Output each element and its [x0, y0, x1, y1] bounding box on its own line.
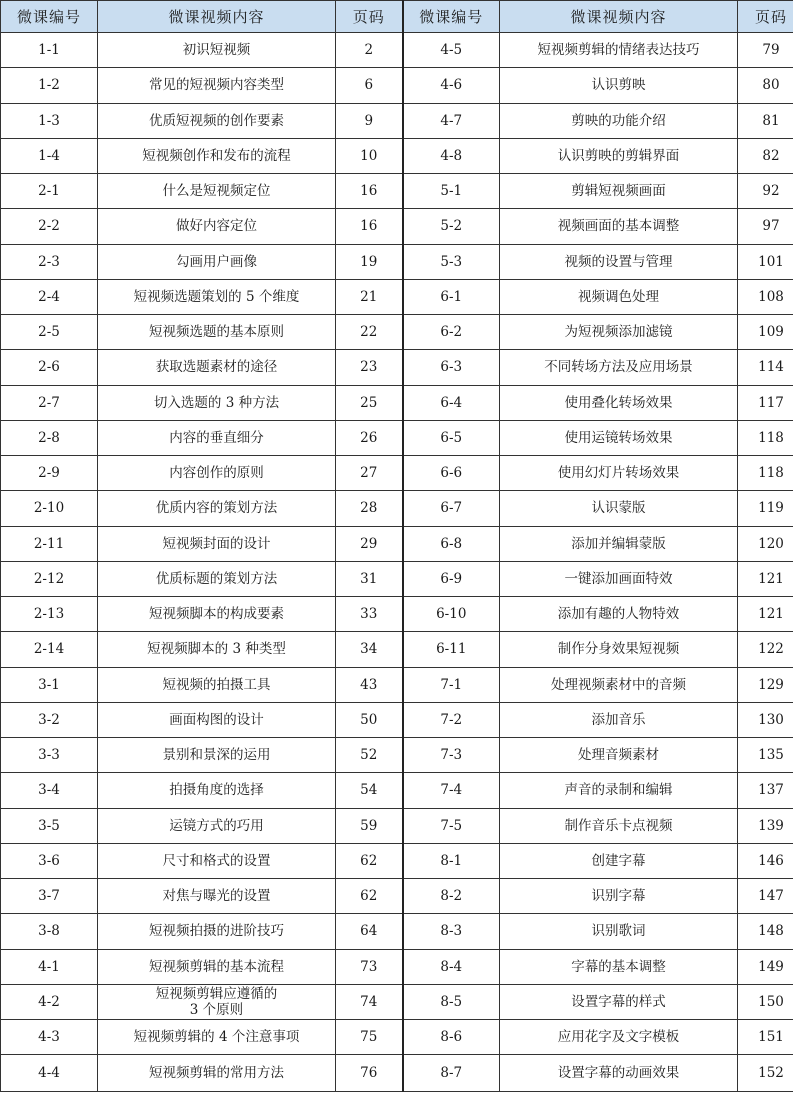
lesson-number-right: 5-3: [403, 244, 500, 279]
lesson-title-right: 剪辑短视频画面: [500, 174, 738, 209]
header-lesson-content-right: 微课视频内容: [500, 1, 738, 33]
lesson-title-left: 尺寸和格式的设置: [98, 843, 336, 878]
lesson-number-right: 6-2: [403, 315, 500, 350]
lesson-number-right: 6-3: [403, 350, 500, 385]
lesson-title-left: 获取选题素材的途径: [98, 350, 336, 385]
lesson-title-right: 认识剪映: [500, 68, 738, 103]
page-number-right: 80: [738, 68, 793, 103]
lesson-title-left: 短视频封面的设计: [98, 526, 336, 561]
lesson-number-right: 4-6: [403, 68, 500, 103]
page-number-right: 149: [738, 949, 793, 984]
lesson-number-left: 2-3: [1, 244, 98, 279]
page-number-left: 6: [336, 68, 403, 103]
page-number-right: 129: [738, 667, 793, 702]
page-number-left: 59: [336, 808, 403, 843]
table-row: [1, 456, 793, 491]
lesson-title-left: 短视频选题的基本原则: [98, 315, 336, 350]
lesson-title-right: 处理视频素材中的音频: [500, 667, 738, 702]
lesson-number-right: 6-10: [403, 597, 500, 632]
page-number-right: 121: [738, 597, 793, 632]
lesson-number-left: 2-9: [1, 456, 98, 491]
lesson-title-right: 一键添加画面特效: [500, 561, 738, 596]
lesson-number-left: 2-11: [1, 526, 98, 561]
page-number-left: 26: [336, 420, 403, 455]
page-number-left: 2: [336, 33, 403, 68]
lesson-title-left: 拍摄角度的选择: [98, 773, 336, 808]
page-number-left: 73: [336, 949, 403, 984]
header-lesson-content-left: 微课视频内容: [98, 1, 336, 33]
lesson-number-left: 3-1: [1, 667, 98, 702]
lesson-number-right: 6-5: [403, 420, 500, 455]
page-number-right: 130: [738, 702, 793, 737]
page-number-right: 152: [738, 1055, 793, 1092]
page-number-right: 117: [738, 385, 793, 420]
table-row: [1, 279, 793, 314]
table-row: [1, 597, 793, 632]
page-number-left: 75: [336, 1020, 403, 1055]
lesson-number-right: 6-6: [403, 456, 500, 491]
lesson-number-left: 2-10: [1, 491, 98, 526]
lesson-title-right: 制作音乐卡点视频: [500, 808, 738, 843]
table-row: [1, 914, 793, 949]
lesson-number-left: 2-13: [1, 597, 98, 632]
lesson-number-right: 7-5: [403, 808, 500, 843]
page-number-left: 28: [336, 491, 403, 526]
lesson-number-left: 3-4: [1, 773, 98, 808]
lesson-title-left: 短视频选题策划的 5 个维度: [98, 279, 336, 314]
header-page-left: 页码: [336, 1, 403, 33]
lesson-title-right: 认识蒙版: [500, 491, 738, 526]
lesson-title-left: 内容创作的原则: [98, 456, 336, 491]
page-number-right: 108: [738, 279, 793, 314]
lesson-number-left: 1-1: [1, 33, 98, 68]
lesson-number-left: 2-6: [1, 350, 98, 385]
lesson-number-left: 2-14: [1, 632, 98, 667]
lesson-number-right: 8-7: [403, 1055, 500, 1092]
lesson-number-right: 8-2: [403, 879, 500, 914]
table-row: [1, 808, 793, 843]
lesson-title-right: 识别字幕: [500, 879, 738, 914]
lesson-number-left: 2-7: [1, 385, 98, 420]
lesson-title-left: 画面构图的设计: [98, 702, 336, 737]
table-row: [1, 561, 793, 596]
lesson-number-right: 4-8: [403, 138, 500, 173]
table-row: [1, 667, 793, 702]
lesson-title-right: 设置字幕的样式: [500, 984, 738, 1019]
lesson-title-left: 优质短视频的创作要素: [98, 103, 336, 138]
lesson-title-right: 视频调色处理: [500, 279, 738, 314]
page-number-left: 10: [336, 138, 403, 173]
toc-header: [1, 1, 793, 33]
lesson-number-right: 7-1: [403, 667, 500, 702]
lesson-number-right: 8-4: [403, 949, 500, 984]
header-lesson-number-left: 微课编号: [1, 1, 98, 33]
lesson-number-left: 2-4: [1, 279, 98, 314]
lesson-number-right: 6-11: [403, 632, 500, 667]
page-number-left: 27: [336, 456, 403, 491]
lesson-title-left: 短视频创作和发布的流程: [98, 138, 336, 173]
lesson-title-right: 应用花字及文字模板: [500, 1020, 738, 1055]
lesson-title-right: 添加有趣的人物特效: [500, 597, 738, 632]
page-number-right: 118: [738, 456, 793, 491]
lesson-number-left: 1-3: [1, 103, 98, 138]
page-number-right: 135: [738, 738, 793, 773]
lesson-title-left: 优质内容的策划方法: [98, 491, 336, 526]
lesson-number-right: 6-8: [403, 526, 500, 561]
lesson-title-right: 字幕的基本调整: [500, 949, 738, 984]
page-number-right: 151: [738, 1020, 793, 1055]
lesson-number-right: 8-5: [403, 984, 500, 1019]
page-number-right: 109: [738, 315, 793, 350]
lesson-number-left: 3-5: [1, 808, 98, 843]
lesson-title-left: 优质标题的策划方法: [98, 561, 336, 596]
lesson-title-right: 添加音乐: [500, 702, 738, 737]
page-number-left: 52: [336, 738, 403, 773]
table-row: [1, 174, 793, 209]
lesson-title-left: 景别和景深的运用: [98, 738, 336, 773]
table-row: [1, 138, 793, 173]
lesson-title-left: 运镜方式的巧用: [98, 808, 336, 843]
page-number-right: 147: [738, 879, 793, 914]
lesson-number-left: 2-12: [1, 561, 98, 596]
page-number-left: 54: [336, 773, 403, 808]
lesson-title-right: 声音的录制和编辑: [500, 773, 738, 808]
lesson-number-right: 7-3: [403, 738, 500, 773]
header-row: [1, 1, 793, 33]
page-number-left: 76: [336, 1055, 403, 1092]
page-number-right: 118: [738, 420, 793, 455]
lesson-title-left: 初识短视频: [98, 33, 336, 68]
lesson-title-left: 短视频的拍摄工具: [98, 667, 336, 702]
lesson-number-right: 6-1: [403, 279, 500, 314]
page-number-left: 31: [336, 561, 403, 596]
lesson-title-left: 短视频剪辑的 4 个注意事项: [98, 1020, 336, 1055]
table-row: [1, 350, 793, 385]
lesson-number-left: 2-5: [1, 315, 98, 350]
page-number-left: 64: [336, 914, 403, 949]
page-number-left: 16: [336, 174, 403, 209]
lesson-number-left: 3-8: [1, 914, 98, 949]
page-number-right: 139: [738, 808, 793, 843]
lesson-number-left: 4-3: [1, 1020, 98, 1055]
lesson-title-right: 使用运镜转场效果: [500, 420, 738, 455]
lesson-number-right: 7-2: [403, 702, 500, 737]
page-number-left: 74: [336, 984, 403, 1019]
table-row: [1, 209, 793, 244]
lesson-title-right: 制作分身效果短视频: [500, 632, 738, 667]
page-number-left: 21: [336, 279, 403, 314]
table-row: [1, 843, 793, 878]
page-number-right: 101: [738, 244, 793, 279]
page-number-right: 137: [738, 773, 793, 808]
page-number-right: 146: [738, 843, 793, 878]
page-number-left: 19: [336, 244, 403, 279]
table-row: [1, 984, 793, 1019]
lesson-number-right: 7-4: [403, 773, 500, 808]
lesson-title-right: 认识剪映的剪辑界面: [500, 138, 738, 173]
lesson-number-left: 4-4: [1, 1055, 98, 1092]
lesson-title-right: 添加并编辑蒙版: [500, 526, 738, 561]
lesson-number-right: 5-2: [403, 209, 500, 244]
table-row: [1, 773, 793, 808]
lesson-title-right: 视频画面的基本调整: [500, 209, 738, 244]
lesson-title-right: 视频的设置与管理: [500, 244, 738, 279]
lesson-title-right: 处理音频素材: [500, 738, 738, 773]
table-row: [1, 738, 793, 773]
lesson-title-left: 做好内容定位: [98, 209, 336, 244]
page-number-left: 43: [336, 667, 403, 702]
table-row: [1, 879, 793, 914]
table-row: [1, 632, 793, 667]
lesson-title-right: 为短视频添加滤镜: [500, 315, 738, 350]
lesson-number-right: 5-1: [403, 174, 500, 209]
lesson-title-right: 不同转场方法及应用场景: [500, 350, 738, 385]
page-number-left: 25: [336, 385, 403, 420]
lesson-number-left: 1-4: [1, 138, 98, 173]
table-row: [1, 491, 793, 526]
table-row: [1, 315, 793, 350]
lesson-number-right: 8-1: [403, 843, 500, 878]
header-lesson-number-right: 微课编号: [403, 1, 500, 33]
page-number-left: 33: [336, 597, 403, 632]
table-row: [1, 420, 793, 455]
table-row: [1, 526, 793, 561]
header-page-right: 页码: [738, 1, 793, 33]
page-number-left: 50: [336, 702, 403, 737]
page-number-right: 148: [738, 914, 793, 949]
lesson-title-left: 短视频剪辑的常用方法: [98, 1055, 336, 1092]
lesson-number-left: 3-6: [1, 843, 98, 878]
table-row: [1, 244, 793, 279]
lesson-number-right: 4-7: [403, 103, 500, 138]
lesson-title-left: 勾画用户画像: [98, 244, 336, 279]
table-row: [1, 103, 793, 138]
lesson-number-left: 3-3: [1, 738, 98, 773]
lesson-number-left: 2-1: [1, 174, 98, 209]
toc-body: [1, 33, 793, 1092]
page-number-right: 150: [738, 984, 793, 1019]
lesson-title-right: 识别歌词: [500, 914, 738, 949]
page-number-left: 34: [336, 632, 403, 667]
page-number-left: 23: [336, 350, 403, 385]
lesson-number-left: 3-7: [1, 879, 98, 914]
lesson-title-left: 短视频剪辑的基本流程: [98, 949, 336, 984]
page-number-right: 120: [738, 526, 793, 561]
table-row: [1, 702, 793, 737]
lesson-title-left: 对焦与曝光的设置: [98, 879, 336, 914]
lesson-title-right: 短视频剪辑的情绪表达技巧: [500, 33, 738, 68]
table-row: [1, 33, 793, 68]
page-number-right: 81: [738, 103, 793, 138]
page-number-left: 16: [336, 209, 403, 244]
lesson-title-left: 内容的垂直细分: [98, 420, 336, 455]
lesson-number-right: 4-5: [403, 33, 500, 68]
lesson-title-left: 短视频脚本的构成要素: [98, 597, 336, 632]
lesson-number-right: 6-4: [403, 385, 500, 420]
lesson-number-left: 4-1: [1, 949, 98, 984]
lesson-number-left: 2-8: [1, 420, 98, 455]
page-number-right: 82: [738, 138, 793, 173]
page-number-right: 122: [738, 632, 793, 667]
lesson-number-left: 1-2: [1, 68, 98, 103]
lesson-title-left: 短视频脚本的 3 种类型: [98, 632, 336, 667]
page-number-left: 22: [336, 315, 403, 350]
page-number-right: 97: [738, 209, 793, 244]
lesson-title-left: 短视频拍摄的进阶技巧: [98, 914, 336, 949]
lesson-number-left: 2-2: [1, 209, 98, 244]
lesson-title-right: 剪映的功能介绍: [500, 103, 738, 138]
page-number-left: 62: [336, 879, 403, 914]
page-number-left: 9: [336, 103, 403, 138]
page-number-right: 114: [738, 350, 793, 385]
lesson-number-right: 8-3: [403, 914, 500, 949]
page-number-right: 119: [738, 491, 793, 526]
page-number-right: 92: [738, 174, 793, 209]
lesson-title-left: 什么是短视频定位: [98, 174, 336, 209]
lesson-number-right: 8-6: [403, 1020, 500, 1055]
page-number-right: 79: [738, 33, 793, 68]
table-row: [1, 68, 793, 103]
lesson-title-right: 使用幻灯片转场效果: [500, 456, 738, 491]
lesson-title-right: 使用叠化转场效果: [500, 385, 738, 420]
table-row: [1, 1055, 793, 1092]
lesson-title-right: 设置字幕的动画效果: [500, 1055, 738, 1092]
lesson-title-left: 切入选题的 3 种方法: [98, 385, 336, 420]
table-row: [1, 1020, 793, 1055]
lesson-number-right: 6-7: [403, 491, 500, 526]
lesson-number-left: 3-2: [1, 702, 98, 737]
page-number-left: 62: [336, 843, 403, 878]
page-number-right: 121: [738, 561, 793, 596]
lesson-title-left: 短视频剪辑应遵循的 3 个原则: [98, 984, 336, 1019]
lesson-number-right: 6-9: [403, 561, 500, 596]
table-row: [1, 385, 793, 420]
page-number-left: 29: [336, 526, 403, 561]
table-row: [1, 949, 793, 984]
lesson-title-left: 常见的短视频内容类型: [98, 68, 336, 103]
lesson-number-left: 4-2: [1, 984, 98, 1019]
lesson-title-right: 创建字幕: [500, 843, 738, 878]
